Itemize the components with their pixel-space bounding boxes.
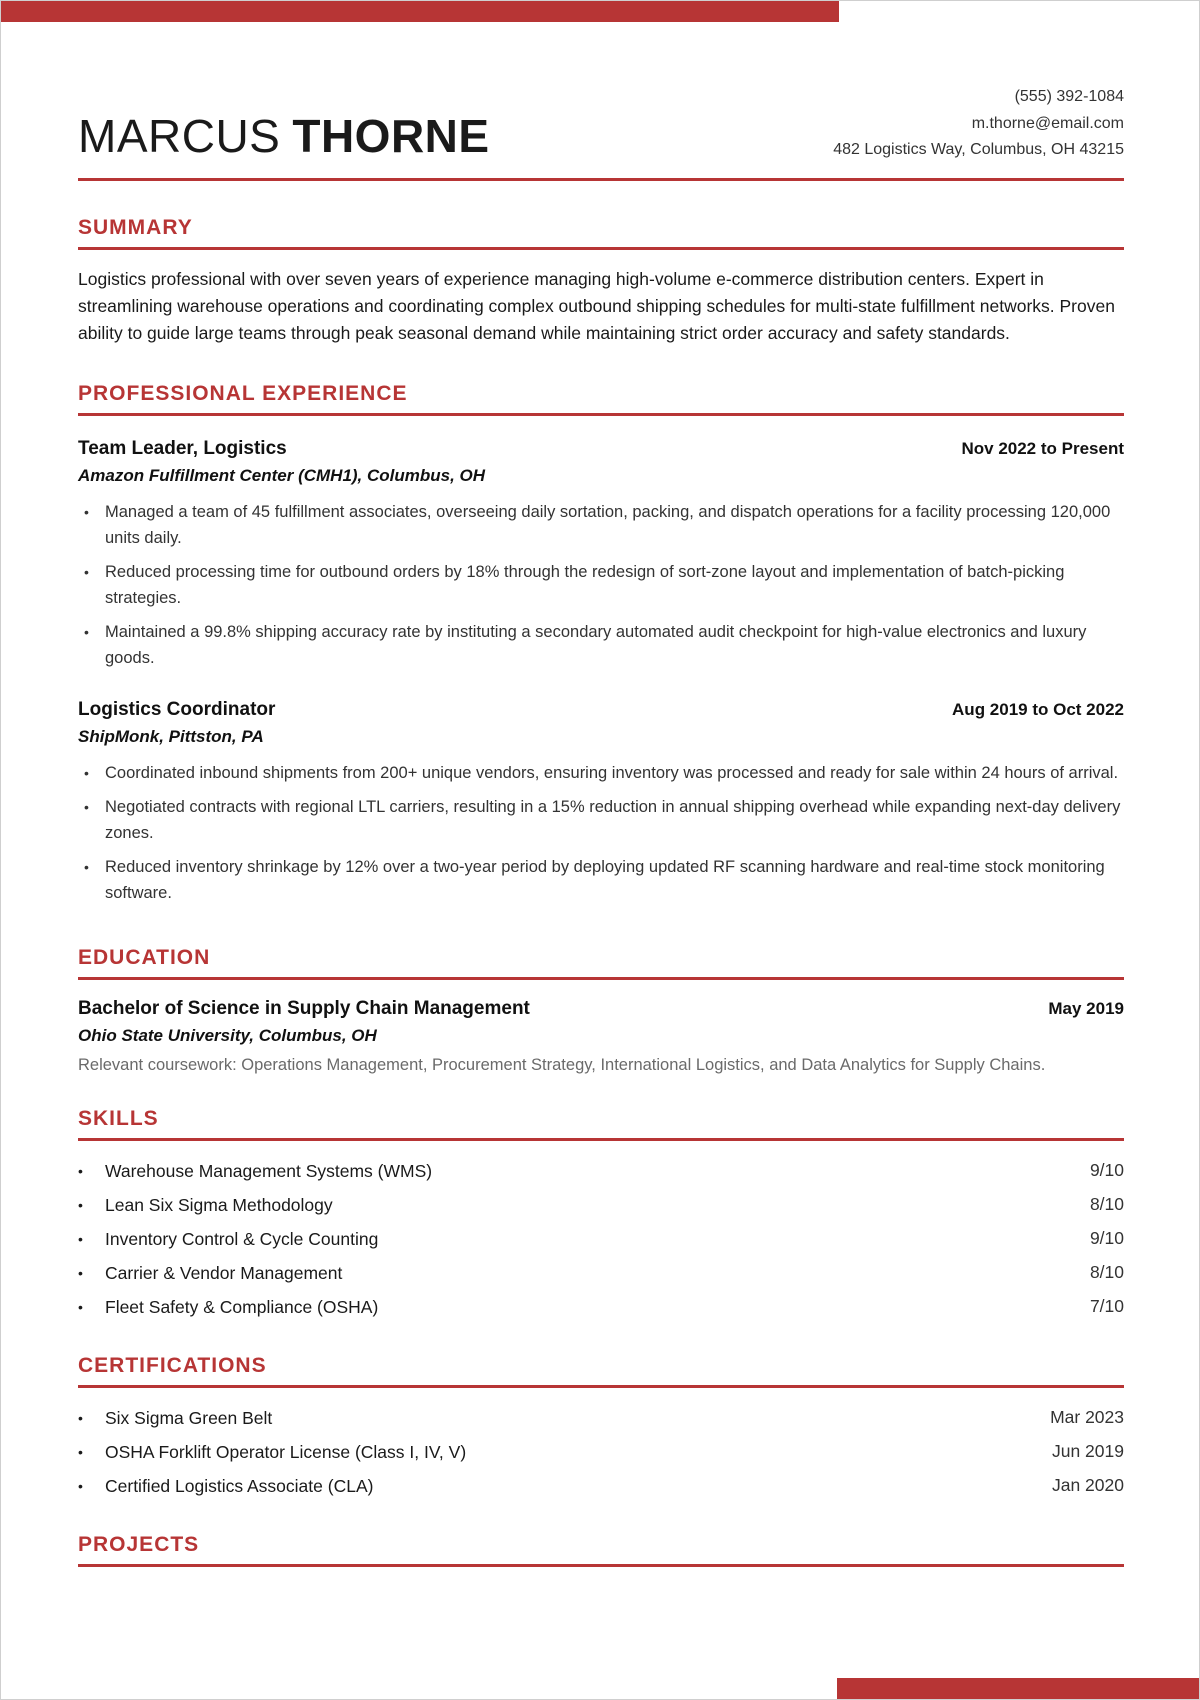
list-item xyxy=(78,559,1124,611)
list-item xyxy=(78,499,1124,551)
bullet-icon: • xyxy=(84,859,89,875)
bullet-icon: • xyxy=(84,504,89,520)
list-item xyxy=(78,760,1124,786)
list-item xyxy=(78,794,1124,846)
bullet-icon: • xyxy=(78,1197,83,1213)
skill-name: Fleet Safety & Compliance (OSHA) xyxy=(105,1297,379,1317)
job-company: ShipMonk, Pittston, PA xyxy=(78,727,264,746)
job-entry xyxy=(78,699,1124,906)
projects-heading: PROJECTS xyxy=(78,1533,1124,1567)
certification-date: Mar 2023 xyxy=(1050,1407,1124,1427)
projects-section xyxy=(78,1533,1124,1567)
bullet-icon: • xyxy=(84,799,89,815)
certification-name: Certified Logistics Associate (CLA) xyxy=(105,1476,374,1496)
certification-date: Jan 2020 xyxy=(1051,1475,1124,1495)
job-header xyxy=(78,438,1124,460)
skill-rating: 9/10 xyxy=(1089,1228,1124,1248)
job-title: Team Leader, Logistics xyxy=(78,438,287,459)
skill-row xyxy=(78,1188,1124,1222)
list-item xyxy=(78,619,1124,671)
bullet-icon: • xyxy=(78,1444,83,1460)
bullet-icon: • xyxy=(78,1410,83,1426)
skills-section xyxy=(78,1107,1124,1324)
skill-row xyxy=(78,1256,1124,1290)
education-header xyxy=(78,998,1124,1020)
bullet-text: Reduced processing time for outbound orders by 18% through the redesign of sort-zone layout and implementation of batch-picking strategies. xyxy=(105,563,1065,607)
certifications-list xyxy=(78,1401,1124,1503)
skill-rating: 9/10 xyxy=(1089,1160,1124,1180)
bullet-icon: • xyxy=(78,1231,83,1247)
job-dates: Aug 2019 to Oct 2022 xyxy=(952,700,1124,719)
certification-name: Six Sigma Green Belt xyxy=(105,1408,273,1428)
bullet-text: Managed a team of 45 fulfillment associates, overseeing daily sortation, packing, and dispatch operations for a facility processing 120,000 units daily. xyxy=(105,503,1111,547)
bullet-icon: • xyxy=(84,765,89,781)
certification-row xyxy=(78,1401,1124,1435)
skill-row xyxy=(78,1222,1124,1256)
first-name: MARCUS xyxy=(78,110,281,162)
education-school: Ohio State University, Columbus, OH xyxy=(78,1026,377,1045)
contact-block xyxy=(833,84,1124,164)
education-section xyxy=(78,946,1124,1077)
skill-name: Carrier & Vendor Management xyxy=(105,1263,343,1283)
bullet-icon: • xyxy=(78,1163,83,1179)
certification-name: OSHA Forklift Operator License (Class I, IV, V) xyxy=(105,1442,467,1462)
bullet-icon: • xyxy=(84,624,89,640)
job-dates: Nov 2022 to Present xyxy=(961,439,1124,458)
job-title: Logistics Coordinator xyxy=(78,699,276,720)
skill-rating: 7/10 xyxy=(1089,1296,1124,1316)
education-date: May 2019 xyxy=(1048,999,1124,1018)
bullet-text: Maintained a 99.8% shipping accuracy rate by instituting a secondary automated audit checkpoint for high-value electronics and luxury goods. xyxy=(105,623,1087,667)
bullet-text: Coordinated inbound shipments from 200+ unique vendors, ensuring inventory was processed and ready for sale within 24 hours of arrival. xyxy=(105,764,1119,782)
certifications-section xyxy=(78,1354,1124,1503)
bullet-icon: • xyxy=(78,1265,83,1281)
bullet-text: Reduced inventory shrinkage by 12% over a two-year period by deploying updated RF scanning hardware and real-time stock monitoring software. xyxy=(105,858,1105,902)
experience-heading: PROFESSIONAL EXPERIENCE xyxy=(78,382,1124,416)
skill-rating: 8/10 xyxy=(1089,1262,1124,1282)
job-entry xyxy=(78,438,1124,671)
candidate-name xyxy=(78,109,490,163)
skill-row xyxy=(78,1290,1124,1324)
skill-row xyxy=(78,1154,1124,1188)
experience-section xyxy=(78,382,1124,906)
job-bullets xyxy=(78,760,1124,906)
skills-list xyxy=(78,1154,1124,1324)
education-heading: EDUCATION xyxy=(78,946,1124,980)
education-degree: Bachelor of Science in Supply Chain Management xyxy=(78,998,530,1019)
skills-heading: SKILLS xyxy=(78,1107,1124,1141)
certifications-heading: CERTIFICATIONS xyxy=(78,1354,1124,1388)
top-accent-bar xyxy=(1,1,839,22)
bullet-icon: • xyxy=(78,1299,83,1315)
contact-address: 482 Logistics Way, Columbus, OH 43215 xyxy=(833,141,1124,158)
summary-section xyxy=(78,216,1124,347)
resume-header xyxy=(78,81,1124,181)
certification-row xyxy=(78,1435,1124,1469)
job-bullets xyxy=(78,499,1124,671)
resume-content xyxy=(78,81,1124,1567)
job-header xyxy=(78,699,1124,721)
bullet-text: Negotiated contracts with regional LTL carriers, resulting in a 15% reduction in annual shipping overhead while expanding next-day delivery zones. xyxy=(105,798,1121,842)
last-name: THORNE xyxy=(292,110,490,162)
skill-name: Warehouse Management Systems (WMS) xyxy=(105,1161,433,1181)
contact-phone: (555) 392-1084 xyxy=(1014,88,1124,105)
skill-name: Lean Six Sigma Methodology xyxy=(105,1195,333,1215)
contact-email: m.thorne@email.com xyxy=(971,114,1124,132)
bottom-accent-bar xyxy=(837,1678,1199,1699)
certification-date: Jun 2019 xyxy=(1051,1441,1124,1461)
bullet-icon: • xyxy=(84,564,89,580)
skill-rating: 8/10 xyxy=(1089,1194,1124,1214)
list-item xyxy=(78,854,1124,906)
bullet-icon: • xyxy=(78,1478,83,1494)
summary-heading: SUMMARY xyxy=(78,216,1124,250)
education-coursework: Relevant coursework: Operations Management, Procurement Strategy, International Logistics, and Data Analytics for Supply Chains. xyxy=(78,1056,1046,1074)
summary-text: Logistics professional with over seven years of experience managing high-volume e-commerce distribution centers. Expert in streamlining warehouse operations and coordinating complex outbound shipping schedules for multi-state fulfillment networks. Proven ability to guide large teams through peak seasonal demand while maintaining strict order accuracy and safety standards. xyxy=(78,269,1115,343)
skill-name: Inventory Control & Cycle Counting xyxy=(105,1229,379,1249)
certification-row xyxy=(78,1469,1124,1503)
job-company: Amazon Fulfillment Center (CMH1), Columbus, OH xyxy=(78,466,486,485)
